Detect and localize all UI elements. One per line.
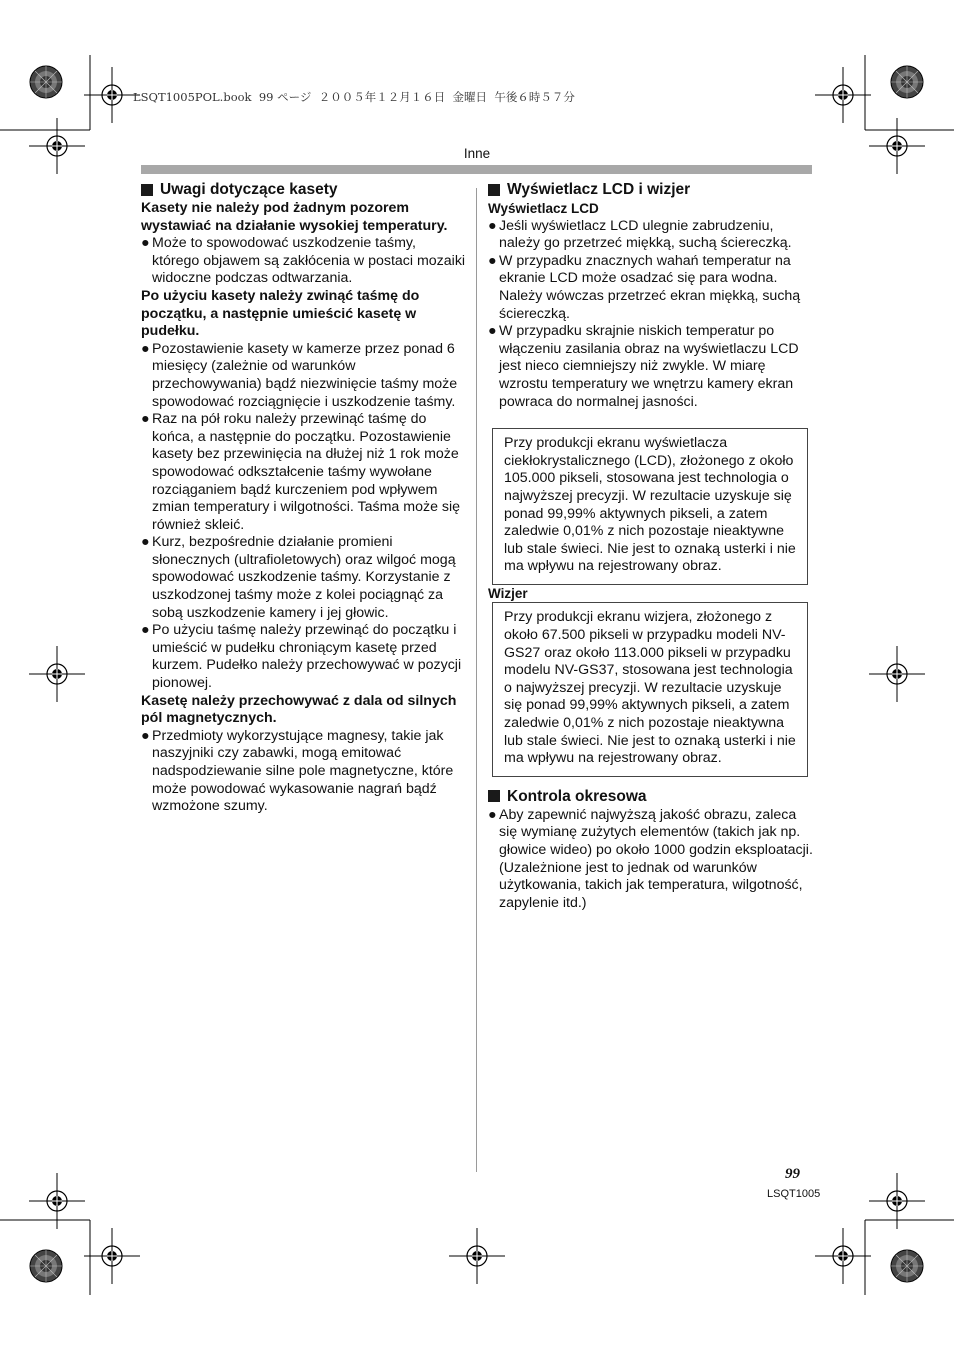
bullet-icon: ●	[141, 340, 150, 357]
right-column	[488, 180, 814, 912]
bullet-icon: ●	[488, 252, 497, 269]
registration-mark-icon	[815, 67, 871, 123]
page-number: 99	[785, 1166, 800, 1182]
color-calibration-wheel-icon	[891, 1250, 923, 1282]
bullet-icon: ●	[141, 235, 150, 252]
header-bar	[141, 165, 812, 174]
bullet-item: ● Przedmioty wykorzystujące magnesy, takie jak naszyjniki czy zabawki, mogą emitować nadspodziewanie silne pole magnetyczne, które może powodować wykasowanie nagrań bądź wzmożone szumy.	[141, 727, 454, 815]
bullet-icon: ●	[141, 534, 150, 551]
book-info-line: LSQT1005POL.book 99 ページ ２００５年１２月１６日 金曜日 午後６時５７分	[133, 90, 575, 104]
bullet-item: ● Może to spowodować uszkodzenie taśmy, którego objawem są zakłócenia w postaci mozaiki widoczne podczas odtwarzania.	[141, 235, 466, 287]
viewfinder-info-box: Przy produkcji ekranu wizjera, złożonego z około 67.500 pikseli w przypadku modeli NV-GS27 oraz około 113.000 pikseli w przypadku modelu NV-GS37, stosowana jest technologia o najwyższej precyzji. W rezultacie uzyskuje się ponad 99,99% aktywnych pikseli, a zatem zaledwie 0,01% z nich pozostaje nieaktywna lub stale świeci. Nie jest to oznaką usterki i nie ma wpływu na rejestrowany obraz.	[492, 602, 808, 776]
bullet-icon: ●	[141, 411, 150, 428]
bullet-icon: ●	[488, 323, 497, 340]
bullet-icon: ●	[488, 806, 497, 823]
section-heading-maintenance	[488, 787, 814, 806]
bullet-icon: ●	[141, 727, 150, 744]
bullet-item: ● Kurz, bezpośrednie działanie promieni słonecznych (ultrafioletowych) oraz wilgoć mogą spowodować uszkodzenie taśmy. Korzystanie z uszkodzonej taśmy może z kolei pociągnąć za sobą uszkodzenie kamery i jej głowic.	[141, 534, 456, 621]
registration-mark-icon	[29, 1173, 85, 1229]
bullet-item: ● Jeśli wyświetlacz LCD ulegnie zabrudzeniu, należy go przetrzeć miękką, suchą ściereczką.	[488, 217, 792, 252]
registration-mark-icon	[84, 1228, 140, 1284]
bullet-item: ● W przypadku znacznych wahań temperatur na ekranie LCD może osadzać się para wodna. Należy wówczas przetrzeć ekran miękką, suchą ściereczką.	[488, 252, 801, 322]
lcd-info-box: Przy produkcji ekranu wyświetlacza ciekłokrystalicznego (LCD), złożonego z około 105.000 pikseli, stosowana jest technologia o najwyższej precyzji. W rezultacie uzyskuje się ponad 99,99% aktywnych pikseli, a zatem zaledwie 0,01% z nich pozostaje nieaktywne lub stale świeci. Nie jest to oznaką usterki i nie ma wpływu na rejestrowany obraz.	[492, 428, 808, 585]
registration-mark-icon	[84, 67, 140, 123]
bullet-item: ● Aby zapewnić najwyższą jakość obrazu, zaleca się wymianę zużytych elementów (takich jak np. głowice wideo) po około 1000 godzin eksploatacji. (Uzależnione jest to jednak od warunków użytkowania, takich jak temperatura, wilgotność, zapylenie itd.)	[488, 806, 813, 911]
section-heading-text: Uwagi dotyczące kasety	[160, 181, 338, 198]
bullet-item: ● W przypadku skrajnie niskich temperatur po włączeniu zasilania obraz na wyświetlaczu LCD jest nieco ciemniejszy niż zwykle. W miarę wzrostu temperatury we wnętrzu kamery ekran powraca do normalnej jasności.	[488, 323, 799, 410]
bold-note: Kasety nie należy pod żadnym pozorem wystawiać na działanie wysokiej temperatury.	[141, 200, 448, 234]
bullet-item: ● Po użyciu taśmę należy przewinąć do początku i umieścić w pudełku chroniącym kasetę przed kurzem. Pudełko należy przechowywać w pozycji pionowej.	[141, 622, 462, 692]
subheading-viewfinder: Wizjer	[488, 585, 528, 601]
color-calibration-wheel-icon	[30, 1250, 62, 1282]
color-calibration-wheel-icon	[891, 66, 923, 98]
bullet-item: ● Pozostawienie kasety w kamerze przez ponad 6 miesięcy (zależnie od warunków przechowywania) bądź niezwinięcie taśmy może spowodować rozciągnięcie i uszkodzenie taśmy.	[141, 340, 458, 410]
section-label: Inne	[463, 146, 491, 161]
document-code: LSQT1005	[767, 1188, 821, 1200]
column-divider	[476, 188, 477, 1172]
registration-mark-icon	[449, 1228, 505, 1284]
heading-square-icon	[488, 184, 500, 196]
heading-square-icon	[488, 790, 500, 802]
bullet-icon: ●	[141, 622, 150, 639]
subheading-lcd: Wyświetlacz LCD	[488, 201, 599, 216]
registration-mark-icon	[869, 646, 925, 702]
heading-square-icon	[141, 184, 153, 196]
section-heading-tape	[141, 180, 467, 199]
color-calibration-wheel-icon	[30, 66, 62, 98]
bullet-icon: ●	[488, 217, 497, 234]
section-heading-text: Kontrola okresowa	[507, 787, 647, 805]
section-heading-display	[488, 180, 814, 199]
bold-note: Po użyciu kasety należy zwinąć taśmę do początku, a następnie umieścić kasetę w pudełku.	[141, 287, 420, 340]
section-heading-text: Wyświetlacz LCD i wizjer	[507, 181, 691, 198]
left-column	[141, 180, 467, 816]
registration-mark-icon	[869, 1173, 925, 1229]
bold-note: Kasetę należy przechowywać z dala od silnych pól magnetycznych.	[141, 692, 457, 727]
registration-mark-icon	[29, 646, 85, 702]
bullet-item: ● Raz na pół roku należy przewinąć taśmę do końca, a następnie do początku. Pozostawienie kasety bez przewinięcia na dłużej niż 1 rok może spowodować odkształcenie taśmy wywołane rozciąganiem bądź kurczeniem pod wpływem zmian temperatury i wilgotności. Taśma może się również skleić.	[141, 411, 461, 533]
registration-mark-icon	[815, 1228, 871, 1284]
